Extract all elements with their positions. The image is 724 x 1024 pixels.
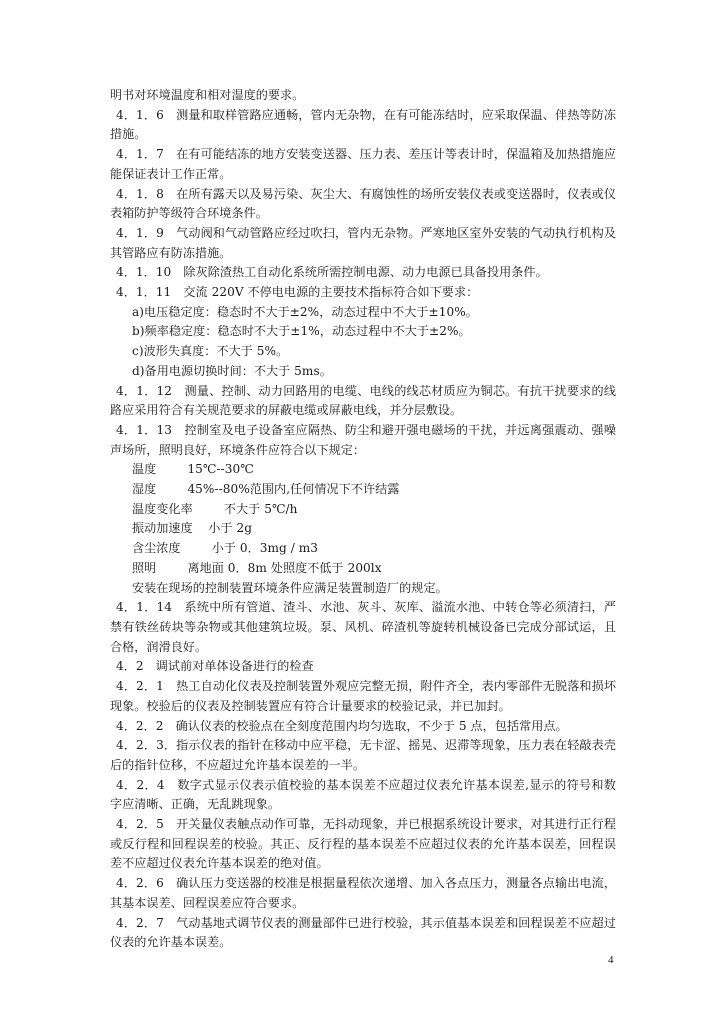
env-note: 安装在现场的控制装置环境条件应满足装置制造厂的规定。 bbox=[132, 580, 448, 595]
clause-4-1-6: 4．1．6 测量和取样管路应通畅，管内无杂物，在有可能冻结时，应采取保温、伴热等防冻措施。 bbox=[110, 107, 616, 142]
clause-4-2-1: 4．2．1 热工自动化仪表及控制装置外观应完整无损，附件齐全，表内零部件无脱落和损坏现象。校验后的仪表及控制装置应有符合计量要求的校验记录，并已加封。 bbox=[110, 679, 616, 713]
clause-4-1-11: 4．1．11 交流 220V 不停电电源的主要技术指标符合如下要求： bbox=[116, 285, 479, 300]
env-temperature: 温度 15℃--30℃ bbox=[132, 462, 254, 477]
clause-4-1-13: 4．1．13 控制室及电子设备室应隔热、防尘和避开强电磁场的干扰，并远离强震动、强噪声场所，照明良好，环境条件应符合以下规定： bbox=[110, 422, 616, 457]
clause-4-2-6: 4．2．6 确认压力变送器的校准是根据量程依次递增、加入各点压力，测量各点输出电流，其基本误差、回程误差应符合要求。 bbox=[110, 876, 616, 910]
body-text bbox=[110, 86, 616, 953]
clause-4-2-5: 4．2．5 开关量仪表触点动作可靠，无抖动现象，并已根据系统设计要求，对其进行正行程或反行程和回程误差的校验。其正、反行程的基本误差不应超过仪表的允许基本误差，回程误差不应超过仪表允许基本误差的绝对值。 bbox=[110, 817, 616, 871]
clause-4-1-14: 4．1．14 系统中所有管道、渣斗、水池、灰斗、灰库、溢流水池、中转仓等必须清扫，严禁有铁丝砖块等杂物或其他建筑垃圾。泵、风机、碎渣机等旋转机械设备已完成分部试运，且合格，润滑良好。 bbox=[110, 600, 616, 654]
list-item-c: c)波形失真度：不大于 5%。 bbox=[132, 344, 289, 359]
clause-4-1-7: 4．1．7 在有可能结冻的地方安装变送器、压力表、差压计等表计时，保温箱及加热措施应能保证表计工作正常。 bbox=[110, 147, 616, 181]
list-item-a: a)电压稳定度：稳态时不大于±2%，动态过程中不大于±10%。 bbox=[132, 304, 478, 319]
list-item-b: b)频率稳定度：稳态时不大于±1%，动态过程中不大于±2%。 bbox=[132, 324, 471, 339]
clause-4-2-2: 4．2．2 确认仪表的校验点在全刻度范围内均匀选取，不少于 5 点，包括常用点。 bbox=[116, 718, 568, 733]
section-heading-4-2: 4．2 调试前对单体设备进行的检查 bbox=[116, 659, 314, 674]
paragraph: 明书对环境温度和相对湿度的要求。 bbox=[110, 88, 305, 102]
clause-4-2-3: 4．2．3．指示仪表的指针在移动中应平稳，无卡涩、摇晃、迟滞等现象，压力表在轻敲表壳后的指针位移，不应超过允许基本误差的一半。 bbox=[110, 738, 616, 772]
clause-4-2-4: 4．2．4 数字式显示仪表示值校验的基本误差不应超过仪表允许基本误差,显示的符号和数字应清晰、正确，无乱跳现象。 bbox=[110, 777, 616, 812]
clause-4-1-8: 4．1．8 在所有露天以及易污染、灰尘大、有腐蚀性的场所安装仪表或变送器时，仪表或仪表箱防护等级符合环境条件。 bbox=[110, 186, 616, 221]
env-lighting: 照明 离地面 0．8m 处照度不低于 200lx bbox=[132, 560, 382, 575]
env-vibration: 振动加速度 小于 2g bbox=[132, 521, 253, 536]
env-dust: 含尘浓度 小于 0．3mg / m3 bbox=[132, 541, 319, 556]
clause-4-1-10: 4．1．10 除灰除渣热工自动化系统所需控制电源、动力电源已具备投用条件。 bbox=[116, 265, 548, 280]
clause-4-2-7: 4．2．7 气动基地式调节仪表的测量部件已进行校验，其示值基本误差和回程误差不应超过仪表的允许基本误差。 bbox=[110, 915, 616, 950]
env-humidity: 湿度 45%--80%范围内,任何情况下不许结露 bbox=[132, 482, 400, 497]
page-number: 4 bbox=[608, 954, 614, 966]
clause-4-1-12: 4．1．12 测量、控制、动力回路用的电缆、电线的线芯材质应为铜芯。有抗干扰要求的线路应采用符合有关规范要求的屏蔽电缆或屏蔽电线，并分层敷设。 bbox=[110, 383, 616, 418]
list-item-d: d)备用电源切换时间：不大于 5ms。 bbox=[132, 363, 332, 378]
clause-4-1-9: 4．1．9 气动阀和气动管路应经过吹扫，管内无杂物。严寒地区室外安装的气动执行机构及其管路应有防冻措施。 bbox=[110, 225, 616, 260]
env-temperature-change-rate: 温度变化率 不大于 5℃/h bbox=[132, 501, 298, 516]
